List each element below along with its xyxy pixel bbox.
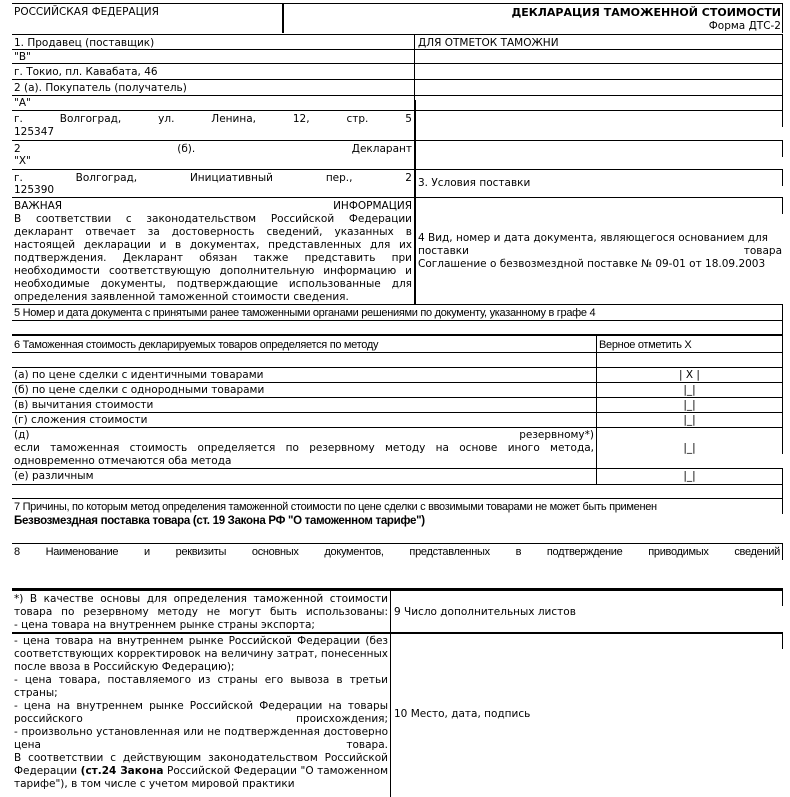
buyer-zip: 125347: [14, 126, 55, 138]
law-article: (ст.24 Закона: [80, 765, 164, 777]
footnote-export-price: - цена товара на внутреннем рынке страны экспорта;: [14, 619, 315, 631]
divider: [12, 197, 783, 198]
divider: [12, 140, 783, 141]
important-info-title: [14, 200, 412, 213]
word: и: [144, 546, 150, 558]
footnote-law: [14, 752, 388, 791]
divider: [12, 468, 783, 469]
border-right: [782, 590, 783, 606]
section5-label: 5 Номер и дата документа с принятыми ранее таможенными органами решениями по документу, указанному в графе 4: [14, 307, 596, 319]
divider: [12, 304, 783, 305]
word: 2: [405, 172, 412, 184]
word: пер.,: [325, 172, 353, 184]
word: г.: [14, 172, 23, 184]
word: поставки: [418, 245, 469, 257]
method-f-checkbox[interactable]: |_|: [683, 470, 696, 482]
law-text: Российской Федерации "О таможенном тарифе"), в том числе с учетом мировой практики: [14, 765, 389, 790]
divider-bold: [12, 632, 783, 634]
word: Волгоград,: [59, 113, 122, 125]
word: 5: [405, 113, 412, 125]
footnote-item-1: - цена товара на внутреннем рынке Российской Федерации (без соответствующих корректировок на величину затрат, понесенных после ввоза в Российскую Федерацию);: [14, 635, 388, 673]
seller-address: г. Токио, пл. Кавабата, 46: [14, 66, 158, 78]
divider: [12, 367, 783, 368]
basis-document-label: 4 Вид, номер и дата документа, являющегося основанием для: [418, 232, 769, 244]
divider: [12, 95, 783, 96]
divider: [12, 412, 783, 413]
basis-document-value: Соглашение о безвозмездной поставке № 09-01 от 18.09.2003: [418, 258, 766, 270]
divider: [12, 63, 783, 64]
column-divider-bold: [414, 100, 416, 305]
delivery-terms-label: 3. Условия поставки: [418, 177, 531, 189]
border-right: [782, 140, 783, 157]
word: товара: [743, 245, 782, 257]
method-d-checkbox[interactable]: |_|: [683, 414, 696, 426]
word: Волгоград,: [75, 172, 138, 184]
seller-label: 1. Продавец (поставщик): [14, 37, 155, 49]
divider: [12, 320, 783, 321]
page-title: ДЕКЛАРАЦИЯ ТАМОЖЕННОЙ СТОИМОСТИ: [511, 6, 781, 19]
footnote-divider: [390, 590, 391, 797]
mark-header: Верное отметить Х: [599, 339, 692, 351]
divider: [12, 427, 783, 428]
border-right: [782, 543, 783, 560]
section9-label: 9 Число дополнительных листов: [394, 606, 576, 618]
method-b-checkbox[interactable]: |_|: [683, 384, 696, 396]
section6-label: 6 Таможенная стоимость декларируемых товаров определяется по методу: [14, 339, 379, 351]
method-b-label: (б) по цене сделки с однородными товарами: [14, 384, 265, 396]
divider: [12, 34, 783, 35]
word: Наименование: [45, 546, 119, 558]
word: Декларант: [351, 143, 412, 155]
buyer-label: 2 (а). Покупатель (получатель): [14, 82, 187, 94]
method-e-label-line3: одновременно отмечаются оба метода: [14, 455, 232, 467]
word: стр.: [346, 113, 369, 125]
divider: [12, 352, 783, 353]
footnote-item-3: - цена на внутреннем рынке Российской Федерации на товары российского происхождения;: [14, 700, 388, 725]
border-right: [782, 3, 783, 33]
divider: [12, 543, 783, 544]
method-a-checkbox[interactable]: | X |: [679, 369, 700, 381]
section8-label: [14, 546, 780, 559]
word: 2: [14, 143, 21, 155]
method-e-label-line2: если таможенная стоимость определяется по резервному методу на основе иного метода,: [14, 442, 594, 454]
divider: [12, 397, 783, 398]
border-top: [12, 3, 782, 4]
customs-marks-label: ДЛЯ ОТМЕТОК ТАМОЖНИ: [418, 37, 559, 49]
border-right: [782, 169, 783, 186]
divider: [12, 79, 783, 80]
declarant-name: "Х": [14, 155, 31, 167]
law-text: В соответствии с действующим законодательством Российской Федерации: [14, 752, 388, 777]
word: представленных: [409, 546, 490, 558]
word: приводимых: [648, 546, 709, 558]
seller-name: "В": [14, 51, 31, 63]
footnote-intro: *) В качестве основы для определения таможенной стоимости товара по резервному методу не могут быть использованы:: [14, 593, 388, 618]
divider: [12, 49, 783, 50]
border-right: [782, 34, 783, 127]
word: в: [515, 546, 522, 558]
country-label: РОССИЙСКАЯ ФЕДЕРАЦИЯ: [14, 6, 159, 18]
method-e-label-line1: [14, 429, 594, 442]
word: Ленина,: [211, 113, 256, 125]
section10-label: 10 Место, дата, подпись: [394, 708, 531, 720]
footnote-item-2: - цена товара, поставляемого из страны его вывоза в третьи страны;: [14, 674, 388, 699]
word: подтверждение: [546, 546, 623, 558]
word: ул.: [158, 113, 175, 125]
word: ВАЖНАЯ: [14, 200, 63, 212]
word: документов,: [324, 546, 384, 558]
divider-bold: [12, 334, 783, 336]
divider: [12, 484, 783, 485]
divider: [12, 169, 783, 170]
divider-bold: [12, 589, 783, 591]
border-right: [782, 197, 783, 214]
border-right: [782, 498, 783, 514]
section7-label: 7 Причины, по которым метод определения таможенной стоимости по цене сделки с ввозимыми товарами не может быть применен: [14, 501, 657, 513]
basis-document-label-line2: [418, 245, 782, 258]
form-label: Форма ДТС-2: [708, 20, 781, 32]
divider: [12, 382, 783, 383]
buyer-address: [14, 113, 412, 126]
section7-value: Безвозмездная поставка товара (ст. 19 Закона РФ "О таможенном тарифе"): [14, 515, 425, 527]
border-right: [782, 633, 783, 649]
word: Инициативный: [189, 172, 274, 184]
word: реквизиты: [175, 546, 227, 558]
border-right: [782, 468, 783, 484]
word: (б).: [177, 143, 196, 155]
word: основных: [251, 546, 299, 558]
buyer-name: "А": [14, 97, 31, 109]
divider: [12, 498, 783, 499]
word: сведений: [734, 546, 780, 558]
declarant-address: [14, 172, 412, 185]
word: резервному*): [519, 429, 594, 441]
header-divider: [282, 3, 284, 33]
declarant-zip: 125390: [14, 184, 55, 196]
word: 12,: [292, 113, 310, 125]
word: г.: [14, 113, 23, 125]
important-info-text: В соответствии с законодательством Российской Федерации декларант отвечает за достоверность сведений, указанных в настоящей декларации и в документах, представленных для их подтверждения. Декларант обязан также представить при необходимости соответствующую дополнительную информацию и необходимые документы, подтверждающие использованные для определения заявленной таможенной стоимости сведения.: [14, 213, 412, 303]
method-f-label: (е) различным: [14, 470, 94, 482]
method-a-label: (а) по цене сделки с идентичными товарами: [14, 369, 264, 381]
method-c-label: (в) вычитания стоимости: [14, 399, 154, 411]
border-right: [782, 484, 783, 498]
word: (д): [14, 429, 30, 441]
word: ИНФОРМАЦИЯ: [333, 200, 412, 212]
footnote-item-4: - произвольно установленная или не подтвержденная достоверно цена товара.: [14, 726, 388, 751]
method-d-label: (г) сложения стоимости: [14, 414, 148, 426]
divider: [12, 110, 783, 111]
method-c-checkbox[interactable]: |_|: [683, 399, 696, 411]
declarant-label: [14, 143, 412, 156]
method-e-checkbox[interactable]: |_|: [683, 442, 696, 454]
border-right: [782, 304, 783, 320]
word: 8: [14, 546, 20, 558]
